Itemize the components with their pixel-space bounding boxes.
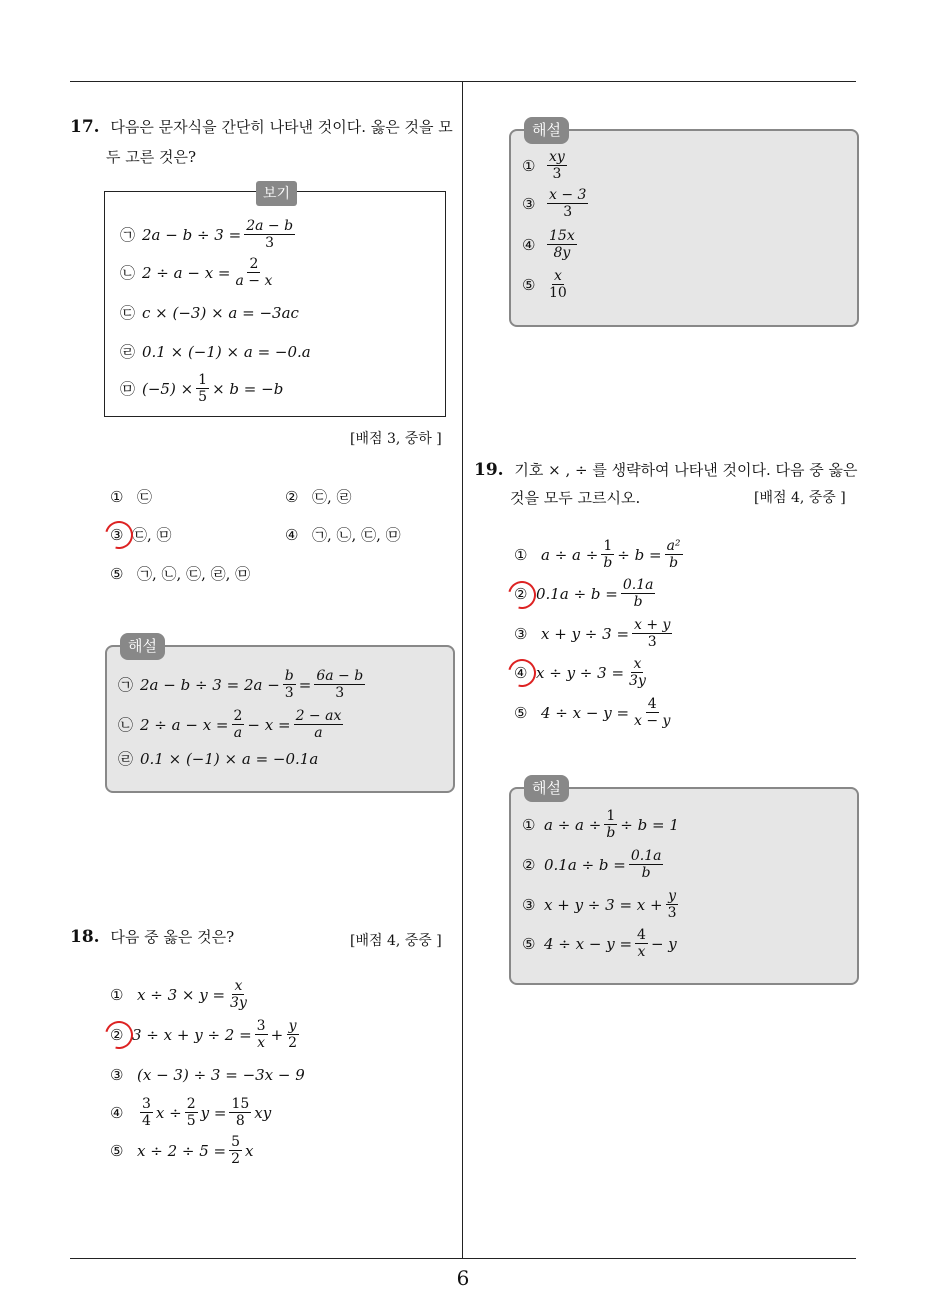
q17-text-line1: 다음은 문자식을 간단히 나타낸 것이다. 옳은 것을 모 bbox=[110, 118, 453, 136]
column-divider bbox=[462, 81, 463, 1258]
q17-choice-3[interactable]: ③ ㉢, ㉤ bbox=[110, 525, 172, 544]
q19-solution-tag: 해설 bbox=[524, 775, 569, 802]
q18-heading: 18. 다음 중 옳은 것은? bbox=[70, 927, 235, 947]
q17-solution-3: ㉣ 0.1 × (−1) × a = −0.1a bbox=[118, 749, 319, 768]
q17-item-4: ㉣ 0.1 × (−1) × a = −0.a bbox=[120, 342, 311, 361]
top-rule bbox=[70, 81, 856, 82]
q17-score: [배점 3, 중하 ] bbox=[350, 431, 442, 447]
q18-choice-3[interactable]: ③ (x − 3) ÷ 3 = −3x − 9 bbox=[110, 1066, 305, 1084]
q19-solution-1: ① a ÷ a ÷ $\frac{1}{b}$ ÷ b = 1 bbox=[522, 808, 679, 841]
q17-solution-tag: 해설 bbox=[120, 633, 165, 660]
q19-heading: 19. 기호 × , ÷ 를 생략하여 나타낸 것이다. 다음 중 옳은 bbox=[474, 460, 858, 480]
q18-solution-4: ⑤ $\frac{x}{10}$ bbox=[522, 268, 567, 301]
q17-solution-1: ㉠ 2a − b ÷ 3 = 2a − $\frac{b}{3}$ = $\frac{6a - b}{3}$ bbox=[118, 668, 364, 701]
bottom-rule bbox=[70, 1258, 856, 1259]
q18-solution-2: ③ $\frac{x - 3}{3}$ bbox=[522, 187, 587, 220]
page-number: 6 bbox=[456, 1266, 470, 1290]
q18-solution-3: ④ $\frac{15x}{8y}$ bbox=[522, 228, 575, 261]
q17-answer-circle bbox=[100, 516, 138, 554]
q17-solution-2: ㉡ 2 ÷ a − x = $\frac{2}{a}$ − x = $\frac{2 - ax}{a}$ bbox=[118, 708, 342, 741]
q18-score: [배점 4, 중중 ] bbox=[350, 933, 442, 949]
q19-solution-2: ② 0.1a ÷ b = $\frac{0.1a}{b}$ bbox=[522, 848, 662, 881]
q17-number: 17. bbox=[70, 117, 100, 137]
q17-text-line2: 두 고른 것은? bbox=[106, 148, 197, 166]
q19-solution-4: ⑤ 4 ÷ x − y = $\frac{4}{x}$ − y bbox=[522, 927, 677, 960]
q19-choice-4[interactable]: ④ x ÷ y ÷ 3 = $\frac{x}{3y}$ bbox=[514, 656, 646, 689]
q17-choice-4[interactable]: ④ ㉠, ㉡, ㉢, ㉤ bbox=[285, 525, 401, 544]
q17-item-1: ㉠ 2a − b ÷ 3 = $\frac{2a - b}{3}$ bbox=[120, 218, 294, 251]
q18-solution-1: ① $\frac{xy}{3}$ bbox=[522, 149, 565, 182]
q18-choice-5[interactable]: ⑤ x ÷ 2 ÷ 5 = $\frac{5}{2}$ x bbox=[110, 1134, 254, 1167]
q17-item-5: ㉤ (−5) × $\frac{1}{5}$ × b = −b bbox=[120, 372, 284, 405]
q17-item-2: ㉡ 2 ÷ a − x = $\frac{2}{a - x}$ bbox=[120, 256, 273, 289]
q19-choice-3[interactable]: ③ x + y ÷ 3 = $\frac{x + y}{3}$ bbox=[514, 617, 671, 650]
q17-item-3: ㉢ c × (−3) × a = −3ac bbox=[120, 303, 299, 322]
q18-choice-1[interactable]: ① x ÷ 3 × y = $\frac{x}{3y}$ bbox=[110, 978, 247, 1011]
q17-box-tag: 보기 bbox=[256, 181, 297, 206]
q17-choice-1[interactable]: ① ㉢ bbox=[110, 487, 153, 506]
q17-choice-5[interactable]: ⑤ ㉠, ㉡, ㉢, ㉣, ㉤ bbox=[110, 564, 251, 583]
q19-text-line2: 것을 모두 고르시오. bbox=[510, 489, 641, 507]
q18-solution-tag: 해설 bbox=[524, 117, 569, 144]
q19-choice-2[interactable]: ② 0.1a ÷ b = $\frac{0.1a}{b}$ bbox=[514, 577, 654, 610]
q18-choice-2[interactable]: ② 3 ÷ x + y ÷ 2 = $\frac{3}{x}$ + $\frac{y}{2}$ bbox=[110, 1018, 298, 1051]
q19-choice-1[interactable]: ① a ÷ a ÷ $\frac{1}{b}$ ÷ b = $\frac{\text{a²}}{b}$ bbox=[514, 538, 681, 571]
q17-heading bbox=[70, 112, 453, 142]
q19-choice-5[interactable]: ⑤ 4 ÷ x − y = $\frac{4}{x - y}$ bbox=[514, 696, 671, 729]
q17-choice-2[interactable]: ② ㉢, ㉣ bbox=[285, 487, 352, 506]
q18-choice-4[interactable]: ④ $\frac{3}{4}$ x ÷ $\frac{2}{5}$ y = $\frac{15}{8}$ xy bbox=[110, 1096, 272, 1129]
q19-score: [배점 4, 중중 ] bbox=[754, 490, 846, 506]
q19-solution-3: ③ x + y ÷ 3 = x + $\frac{y}{3}$ bbox=[522, 888, 677, 921]
